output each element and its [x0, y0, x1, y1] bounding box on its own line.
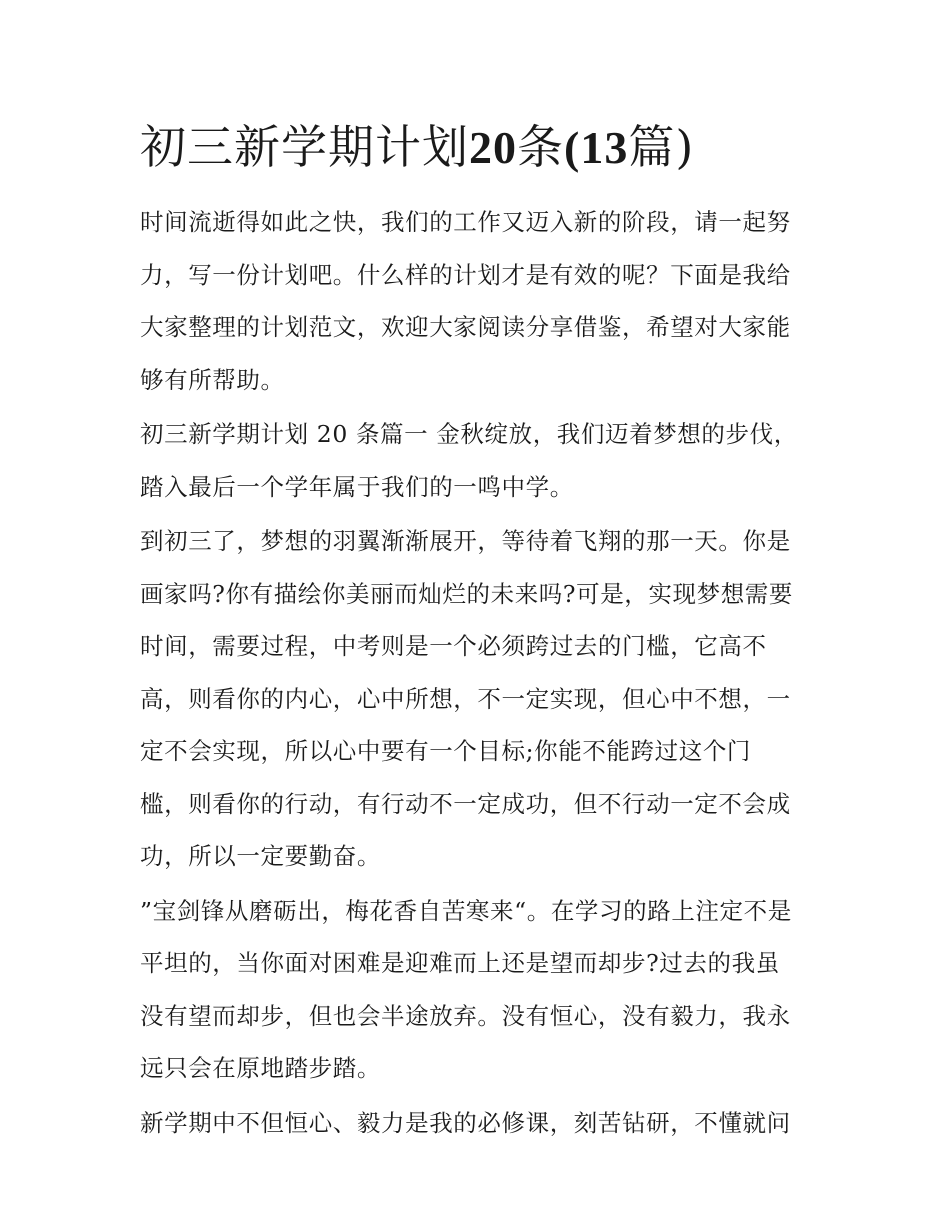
text-line: 没有望而却步，但也会半途放弃。没有恒心，没有毅力，我永	[140, 1001, 791, 1030]
text-line: 时间流逝得如此之快，我们的工作又迈入新的阶段，请一起努	[140, 208, 791, 236]
title-text-2: 条	[517, 120, 564, 174]
text-line: 平坦的，当你面对困难是迎难而上还是望而却步?过去的我虽	[140, 949, 780, 977]
text-line: 初三新学期计划 20 条篇一 金秋绽放，我们迈着梦想的步伐，	[140, 420, 798, 448]
title-number-2: (13	[564, 122, 629, 173]
text-line: 功，所以一定要勤奋。	[140, 842, 381, 870]
text-line: ”宝剑锋从磨砺出，梅花香自苦寒来“。在学习的路上注定不是	[140, 896, 792, 925]
text-line: 力，写一份计划吧。什么样的计划才是有效的呢？下面是我给	[140, 260, 791, 289]
text-line: 大家整理的计划范文，欢迎大家阅读分享借鉴，希望对大家能	[140, 313, 791, 341]
text-line: 定不会实现，所以心中要有一个目标;你能不能跨过这个门	[140, 737, 752, 765]
text-line: 画家吗?你有描绘你美丽而灿烂的未来吗?可是，实现梦想需要	[140, 579, 793, 608]
document-body	[140, 196, 812, 1151]
paragraph-intro	[140, 196, 812, 406]
text-line: 够有所帮助。	[140, 365, 285, 394]
text-line: 时间，需要过程，中考则是一个必须跨过去的门槛，它高不	[140, 632, 767, 660]
paragraph-section-1	[140, 408, 812, 513]
text-line: 远只会在原地踏步踏。	[140, 1054, 381, 1082]
text-line: 槛，则看你的行动，有行动不一定成功，但不行动一定不会成	[140, 789, 791, 818]
document-title	[140, 112, 840, 183]
paragraph-proverb	[140, 885, 812, 1095]
title-number-1: 20	[469, 122, 517, 173]
text-line: 新学期中不但恒心、毅力是我的必修课，刻苦钻研，不懂就问	[140, 1108, 791, 1137]
title-text-1: 初三新学期计划	[140, 120, 469, 174]
text-line: 到初三了，梦想的羽翼渐渐展开，等待着飞翔的那一天。你是	[140, 527, 791, 555]
text-line: 踏入最后一个学年属于我们的一鸣中学。	[140, 472, 574, 501]
text-line: 高，则看你的内心，心中所想，不一定实现，但心中不想，一	[140, 684, 791, 713]
paragraph-dream	[140, 515, 812, 883]
title-text-3: 篇)	[628, 120, 695, 174]
paragraph-new-term	[140, 1097, 812, 1150]
